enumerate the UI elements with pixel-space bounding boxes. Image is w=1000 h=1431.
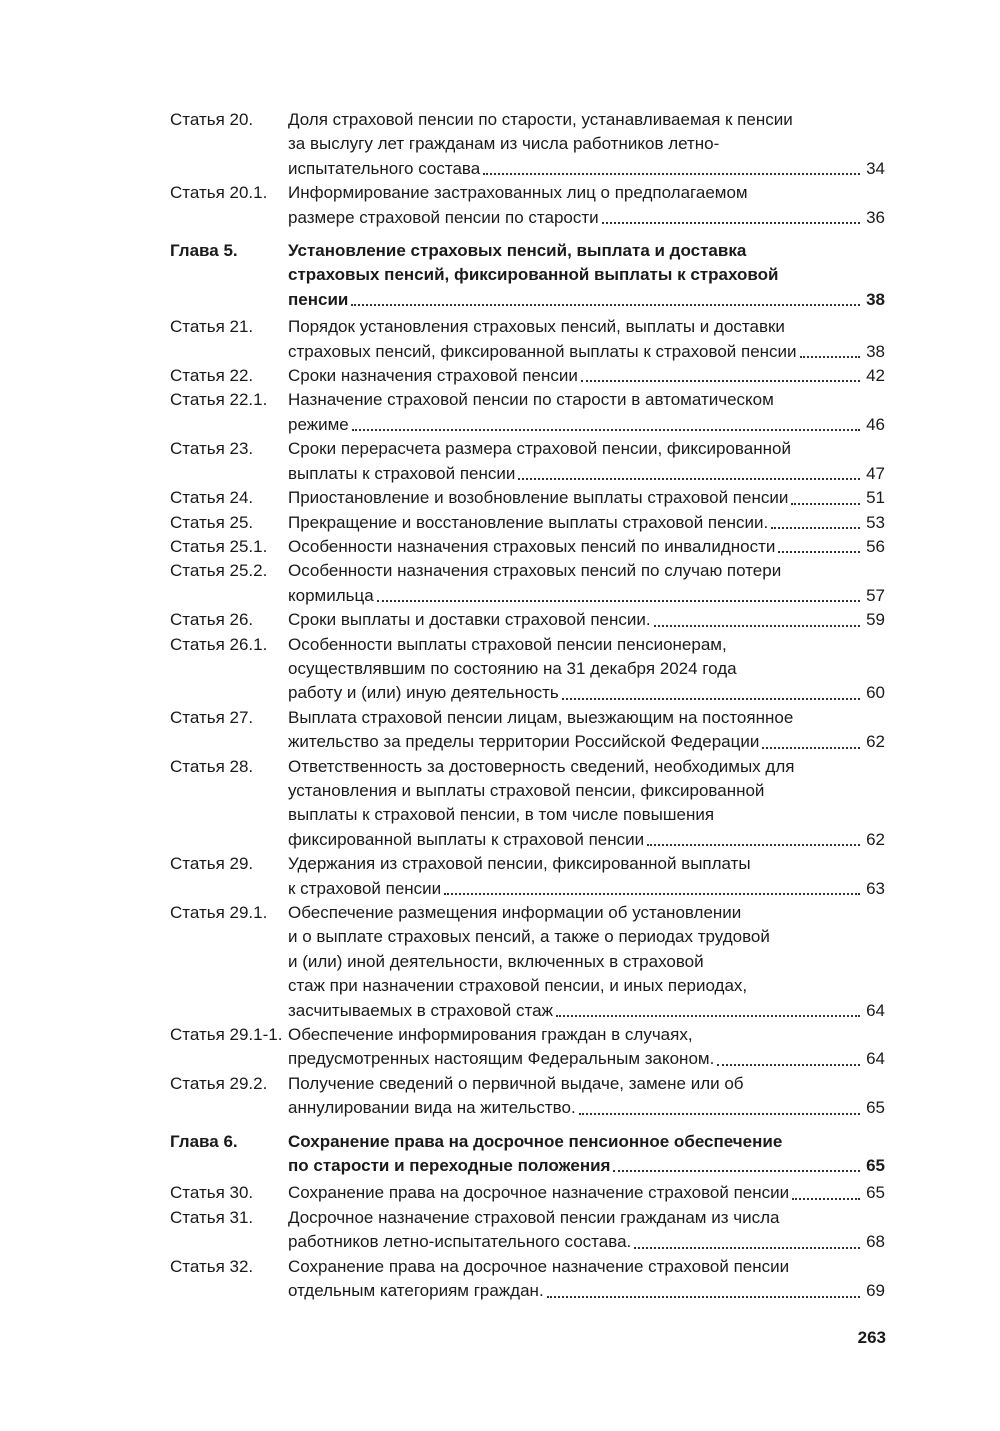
dot-leader (547, 1296, 860, 1298)
entry-title-line: к страховой пенсии (288, 878, 442, 898)
toc-entry (170, 1206, 885, 1255)
entry-title-last-line (288, 1047, 885, 1071)
toc-chapter (170, 1130, 885, 1179)
entry-title (288, 1072, 885, 1121)
entry-page-number: 46 (866, 414, 885, 434)
entry-title-line: страховых пенсий, фиксированной выплаты к страховой пенсии (288, 341, 797, 361)
entry-page-number: 38 (866, 289, 885, 309)
dot-leader (791, 503, 860, 505)
toc-entry (170, 559, 885, 608)
entry-title (288, 388, 885, 437)
entry-title-line: по старости и переходные положения (288, 1156, 611, 1176)
entry-page-number: 34 (866, 158, 885, 178)
entry-title-line: Доля страховой пенсии по старости, устанавливаемая к пенсии (288, 110, 793, 129)
entry-title-line: Установление страховых пенсий, выплата и доставка (288, 241, 747, 261)
entry-label: Статья 22. (170, 366, 254, 386)
page-number: 263 (857, 1328, 886, 1347)
entry-title-line: Порядок установления страховых пенсий, выплаты и доставки (288, 317, 785, 337)
entry-title-last-line (288, 877, 885, 901)
entry-title-line: выплаты к страховой пенсии, в том числе повышения (288, 805, 715, 825)
entry-title-last-line (288, 1279, 885, 1303)
entry-title (288, 1206, 885, 1255)
entry-title-last-line (288, 1181, 885, 1205)
entry-title-line: работников летно-испытательного состава. (288, 1232, 632, 1252)
entry-title-line: за выслугу лет гражданам из числа работников летно- (288, 134, 720, 154)
entry-label: Статья 26.1. (170, 634, 268, 654)
dot-leader (556, 1015, 860, 1017)
entry-title-line: режиме (288, 414, 349, 434)
entry-page-number: 38 (866, 341, 885, 361)
entry-page-number: 62 (866, 829, 885, 849)
entry-label: Статья 31. (170, 1207, 254, 1227)
dot-leader (351, 304, 860, 306)
dot-leader (762, 747, 860, 749)
toc-entry (170, 486, 885, 510)
entry-label: Статья 25.2. (170, 561, 268, 581)
entry-title-line: Приостановление и возобновление выплаты страховой пенсии (288, 488, 789, 508)
entry-title-last-line (288, 486, 885, 510)
entry-title-line: выплаты к страховой пенсии (288, 463, 516, 483)
entry-title-line: Особенности назначения страховых пенсий по инвалидности (288, 536, 776, 556)
dot-leader (613, 1170, 860, 1172)
entry-title (288, 706, 885, 755)
entry-page-number: 65 (866, 1098, 885, 1118)
entry-title (288, 1255, 885, 1304)
entry-label: Статья 29.2. (170, 1073, 268, 1093)
entry-title-last-line (288, 999, 885, 1023)
entry-label: Статья 29.1-1. (170, 1025, 283, 1045)
entry-title (288, 108, 885, 181)
entry-page-number: 64 (866, 1000, 885, 1020)
toc-entry (170, 706, 885, 755)
entry-title (288, 181, 885, 230)
entry-label: Статья 23. (170, 439, 254, 459)
toc-entry (170, 108, 885, 181)
entry-page-number: 59 (866, 610, 885, 630)
entry-label: Статья 21. (170, 317, 254, 337)
entry-title-line: Получение сведений о первичной выдаче, замене или об (288, 1073, 744, 1093)
entry-title-last-line (288, 340, 885, 364)
entry-label: Статья 29.1. (170, 903, 268, 922)
toc-entry (170, 437, 885, 486)
entry-label: Глава 6. (170, 1131, 238, 1151)
entry-title-line: фиксированной выплаты к страховой пенсии (288, 829, 645, 849)
entry-page-number: 65 (866, 1183, 885, 1203)
entry-title-line: и (или) иной деятельности, включенных в страховой (288, 951, 704, 971)
dot-leader (579, 1113, 860, 1115)
dot-leader (562, 698, 860, 700)
entry-page-number: 63 (866, 878, 885, 898)
entry-title-line: Сохранение права на досрочное назначение страховой пенсии (288, 1256, 790, 1276)
entry-title-line: Сохранение права на досрочное назначение страховой пенсии (288, 1183, 790, 1203)
entry-title (288, 1023, 885, 1072)
entry-page-number: 53 (866, 512, 885, 532)
entry-title (288, 1181, 885, 1205)
entry-label: Статья 28. (170, 756, 254, 776)
entry-title (288, 559, 885, 608)
dot-leader (444, 893, 860, 895)
entry-title-last-line (288, 1230, 885, 1254)
toc-entry (170, 633, 885, 706)
entry-page-number: 56 (866, 536, 885, 556)
entry-label: Статья 27. (170, 707, 254, 727)
dot-leader (581, 380, 860, 382)
entry-title-line: осуществлявшим по состоянию на 31 декабря 2024 года (288, 658, 737, 678)
entry-title (288, 239, 885, 312)
entry-title-line: Информирование застрахованных лиц о предполагаемом (288, 183, 748, 203)
entry-page-number: 42 (866, 366, 885, 386)
dot-leader (717, 1064, 860, 1066)
entry-title (288, 852, 885, 901)
toc-entry (170, 608, 885, 632)
dot-leader (518, 478, 860, 480)
dot-leader (602, 222, 860, 224)
dot-leader (654, 625, 860, 627)
entry-title-last-line (288, 828, 885, 852)
toc-entry (170, 1181, 885, 1205)
entry-title-last-line (288, 1096, 885, 1120)
entry-label: Статья 24. (170, 488, 254, 508)
entry-title (288, 511, 885, 535)
entry-title-last-line (288, 681, 885, 705)
entry-page-number: 36 (866, 207, 885, 227)
entry-title-line: и о выплате страховых пенсий, а также о периодах трудовой (288, 927, 770, 947)
dot-leader (771, 527, 860, 529)
dot-leader (778, 551, 860, 553)
entry-page-number: 47 (866, 463, 885, 483)
entry-title (288, 437, 885, 486)
entry-title-line: Прекращение и восстановление выплаты страховой пенсии. (288, 512, 769, 532)
entry-title (288, 486, 885, 510)
entry-title (288, 901, 885, 1023)
entry-title-line: установления и выплаты страховой пенсии, фиксированной (288, 780, 765, 800)
entry-title-last-line (288, 288, 885, 312)
entry-page-number: 69 (866, 1281, 885, 1301)
dot-leader (352, 429, 860, 431)
entry-title (288, 755, 885, 853)
entry-title-last-line (288, 584, 885, 608)
toc-chapter (170, 239, 885, 312)
toc-entry (170, 755, 885, 853)
entry-title-last-line (288, 364, 885, 388)
entry-title-line: Выплата страховой пенсии лицам, выезжающим на постоянное (288, 707, 794, 727)
entry-title-last-line (288, 206, 885, 230)
entry-label: Статья 26. (170, 610, 254, 630)
entry-title (288, 608, 885, 632)
entry-page-number: 57 (866, 585, 885, 605)
entry-title-line: Сроки перерасчета размера страховой пенсии, фиксированной (288, 439, 791, 459)
entry-title-line: предусмотренных настоящим Федеральным законом. (288, 1049, 715, 1069)
entry-title-last-line (288, 1154, 885, 1178)
toc-entry (170, 852, 885, 901)
dot-leader (647, 844, 860, 846)
entry-label: Статья 25. (170, 512, 254, 532)
entry-title-line: Досрочное назначение страховой пенсии гражданам из числа (288, 1207, 780, 1227)
entry-title-last-line (288, 535, 885, 559)
entry-page-number: 62 (866, 732, 885, 752)
entry-title-line: Сохранение права на досрочное пенсионное обеспечение (288, 1131, 783, 1151)
entry-title-line: размере страховой пенсии по старости (288, 207, 599, 227)
entry-title-last-line (288, 157, 885, 181)
toc-entry (170, 1023, 885, 1072)
entry-title-line: Особенности назначения страховых пенсий по случаю потери (288, 561, 782, 581)
entry-title-line: Особенности выплаты страховой пенсии пенсионерам, (288, 634, 727, 654)
entry-title-line: Обеспечение информирования граждан в случаях, (288, 1025, 693, 1045)
entry-label: Статья 20. (170, 110, 254, 129)
toc-entry (170, 511, 885, 535)
entry-page-number: 60 (866, 683, 885, 703)
entry-label: Статья 20.1. (170, 183, 268, 203)
entry-title-line: жительство за пределы территории Российской Федерации (288, 732, 760, 752)
toc-entry (170, 1255, 885, 1304)
entry-title-line: Сроки назначения страховой пенсии (288, 366, 578, 386)
dot-leader (800, 356, 860, 358)
entry-title-line: аннулировании вида на жительство. (288, 1098, 576, 1118)
entry-title-line: Назначение страховой пенсии по старости в автоматическом (288, 390, 774, 410)
entry-title (288, 1130, 885, 1179)
entry-title (288, 633, 885, 706)
entry-page-number: 64 (866, 1049, 885, 1069)
entry-label: Статья 22.1. (170, 390, 268, 410)
entry-title-line: отдельным категориям граждан. (288, 1281, 544, 1301)
entry-title-line: работу и (или) иную деятельность (288, 683, 559, 703)
entry-page-number: 68 (866, 1232, 885, 1252)
entry-title-line: пенсии (288, 289, 349, 309)
entry-title-line: засчитываемых в страховой стаж (288, 1000, 553, 1020)
entry-label: Статья 30. (170, 1183, 254, 1203)
entry-title-last-line (288, 730, 885, 754)
entry-title (288, 364, 885, 388)
toc-entry (170, 181, 885, 230)
entry-title-line: Ответственность за достоверность сведений, необходимых для (288, 756, 795, 776)
toc-entry (170, 1072, 885, 1121)
table-of-contents (170, 108, 885, 1304)
entry-title-line: испытательного состава (288, 158, 481, 178)
entry-title-last-line (288, 511, 885, 535)
toc-entry (170, 901, 885, 1023)
entry-title (288, 535, 885, 559)
toc-entry (170, 388, 885, 437)
entry-label: Глава 5. (170, 241, 238, 261)
dot-leader (792, 1198, 860, 1200)
entry-title-line: кормильца (288, 585, 374, 605)
entry-page-number: 51 (866, 488, 885, 508)
entry-label: Статья 32. (170, 1256, 254, 1276)
entry-title-last-line (288, 608, 885, 632)
entry-title-line: Обеспечение размещения информации об установлении (288, 903, 742, 922)
entry-page-number: 65 (866, 1156, 885, 1176)
entry-title-line: Удержания из страховой пенсии, фиксированной выплаты (288, 854, 751, 874)
entry-title-line: Сроки выплаты и доставки страховой пенсии. (288, 610, 651, 630)
entry-title-last-line (288, 413, 885, 437)
dot-leader (483, 173, 860, 175)
toc-entry (170, 535, 885, 559)
toc-entry (170, 364, 885, 388)
entry-label: Статья 25.1. (170, 536, 268, 556)
entry-title-line: страховых пенсий, фиксированной выплаты к страховой (288, 265, 779, 285)
dot-leader (634, 1247, 860, 1249)
toc-entry (170, 315, 885, 364)
entry-label: Статья 29. (170, 854, 254, 874)
entry-title-line: стаж при назначении страховой пенсии, и иных периодах, (288, 976, 748, 996)
entry-title (288, 315, 885, 364)
entry-title-last-line (288, 462, 885, 486)
dot-leader (377, 600, 860, 602)
